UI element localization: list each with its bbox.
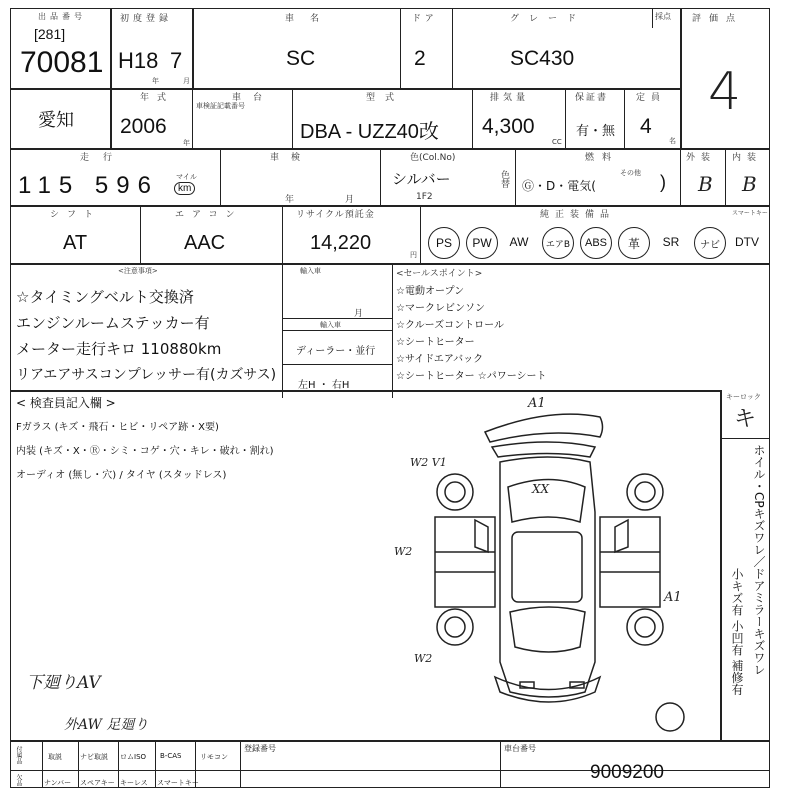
displacement: 4,300 bbox=[482, 115, 535, 138]
inspector-line3: オーディオ (無し・穴) / タイヤ (スタッドレス) bbox=[16, 470, 227, 481]
displacement-label: 排気量 bbox=[490, 93, 530, 103]
inspection-month: 月 bbox=[345, 195, 355, 205]
color-change-label: 色替 bbox=[499, 170, 509, 188]
row-line-6 bbox=[10, 740, 770, 742]
side-note-2: 小キズ有 小凹有 補修有 bbox=[730, 568, 744, 696]
interior-label: 内装 bbox=[732, 153, 763, 163]
color: シルバー bbox=[392, 170, 451, 188]
footer-cell-navi-manual: ナビ取説 bbox=[80, 753, 108, 761]
key-label: キーロック bbox=[726, 393, 761, 401]
shift: AT bbox=[63, 232, 88, 254]
recycle: 14,220 bbox=[310, 232, 372, 254]
handwritten-note-1: 下廻りAV bbox=[26, 673, 101, 693]
maintenance: 有・無 bbox=[576, 124, 616, 139]
mileage-unit-alt: マイル bbox=[176, 173, 197, 181]
sale-point-4: ☆シートヒーター bbox=[396, 337, 475, 348]
month-unit: 月 bbox=[183, 77, 190, 85]
diagram-mark-4: W2 bbox=[394, 545, 413, 558]
footer-cell-bcas: B-CAS bbox=[160, 752, 182, 760]
lot-code: [281] bbox=[34, 26, 66, 42]
inspector-line1: Fガラス (キズ・飛石・ヒビ・リペア跡・X要) bbox=[16, 422, 219, 433]
model-year: 2006 bbox=[120, 115, 167, 138]
ac-label: エアコン bbox=[175, 210, 243, 220]
mileage-unit: km bbox=[174, 182, 195, 195]
note-4: リアエアサスコンプレッサー有(カズサス) bbox=[16, 367, 277, 383]
eq-abs: ABS bbox=[580, 227, 612, 259]
inspection-label: 車検 bbox=[270, 153, 313, 163]
inspection-year: 年 bbox=[285, 195, 295, 205]
fuel-label: 燃料 bbox=[585, 153, 620, 163]
lot-number: 70081 bbox=[20, 46, 104, 79]
recall-label: 輸入車 bbox=[300, 267, 321, 275]
maintenance-label: 保証書 bbox=[575, 93, 609, 103]
first-reg-label: 初度登録 bbox=[120, 14, 173, 24]
score-side-label: 採点 bbox=[655, 12, 671, 21]
sale-point-3: ☆クルーズコントロール bbox=[396, 320, 504, 331]
car-name: SC bbox=[286, 47, 316, 70]
footer-cell-remote: リモコン bbox=[200, 753, 228, 761]
doors: 2 bbox=[414, 47, 426, 70]
year-unit: 年 bbox=[152, 77, 159, 85]
capacity-label: 定員 bbox=[636, 93, 667, 103]
equipment-label: 純正装備品 bbox=[540, 210, 616, 220]
row-line-4 bbox=[10, 263, 770, 265]
reg-no-label: 登録番号 bbox=[244, 744, 276, 753]
region: 愛知 bbox=[38, 110, 74, 131]
interior: B bbox=[742, 172, 757, 196]
color-no: 1F2 bbox=[416, 192, 433, 202]
fuel-close: ) bbox=[660, 172, 666, 192]
chassis-sub-label: 車検証記載番号 bbox=[196, 102, 245, 110]
recycle-unit: 円 bbox=[410, 251, 417, 259]
eq-ps: PS bbox=[428, 227, 460, 259]
sale-point-2: ☆マークレビンソン bbox=[396, 303, 485, 314]
shift-label: シフト bbox=[50, 210, 102, 220]
steering-value: 左H ・ 右H bbox=[298, 380, 350, 391]
diagram-mark-5: A1 bbox=[664, 590, 682, 605]
sale-point-1: ☆電動オープン bbox=[396, 286, 465, 297]
model-code: DBA - UZZ40改 bbox=[300, 121, 439, 143]
footer-cell-keyless: キーレス bbox=[120, 779, 148, 787]
cc-unit: CC bbox=[552, 138, 562, 146]
footer-cell-number: ナンバー bbox=[44, 779, 72, 787]
footer-cell-spare-key: スペアキー bbox=[80, 779, 115, 787]
handwritten-note-2: 外AW 足廻り bbox=[64, 717, 149, 733]
lot-label: 出品番号 bbox=[38, 12, 86, 21]
sale-points-label: <セールスポイント> bbox=[396, 269, 483, 279]
diagram-mark-6: W2 bbox=[414, 652, 433, 665]
door-label: ドア bbox=[412, 14, 438, 24]
first-reg-era: H18 bbox=[118, 48, 159, 73]
chassis-no-label: 車台番号 bbox=[504, 744, 536, 753]
eq-navi: ナビ bbox=[694, 227, 726, 259]
diagram-mark-2: W2 V1 bbox=[410, 456, 447, 469]
car-name-label: 車名 bbox=[285, 14, 336, 24]
import-label: 輸入車 bbox=[320, 321, 341, 329]
note-3: メーター走行キロ 110880km bbox=[16, 340, 222, 358]
footer-cell-rom: ロムISO bbox=[120, 753, 147, 761]
grade-label: グレード bbox=[510, 14, 587, 24]
mileage-label: 走行 bbox=[80, 153, 127, 163]
side-note-1: ホイル・CPキズワレ／ドアミラーキズワレ bbox=[752, 444, 766, 676]
fuel-other: その他 bbox=[620, 169, 641, 177]
diagram-mark-1: A1 bbox=[528, 396, 546, 411]
mileage: 115 596 bbox=[18, 172, 159, 199]
capacity-unit: 名 bbox=[669, 137, 676, 145]
sale-point-5: ☆サイドエアバック bbox=[396, 354, 484, 365]
footer-side-label-2: 欠品 bbox=[15, 774, 22, 786]
exterior: B bbox=[698, 172, 713, 196]
eq-sr: SR bbox=[662, 235, 680, 249]
recall-month: 月 bbox=[354, 309, 364, 319]
diagram-mark-3: XX bbox=[532, 482, 550, 496]
footer-cell-smart-key: スマートキー bbox=[157, 779, 199, 787]
sale-point-6: ☆シートヒーター ☆パワーシート bbox=[396, 371, 547, 382]
recycle-label: リサイクル預託金 bbox=[296, 210, 375, 220]
ac: AAC bbox=[184, 232, 226, 254]
note-2: エンジンルームステッカー有 bbox=[16, 314, 210, 332]
eq-dtv: DTV bbox=[735, 235, 759, 249]
car-diagram bbox=[400, 392, 720, 737]
eq-aw: AW bbox=[509, 235, 529, 249]
row-line-3 bbox=[10, 205, 770, 207]
eq-airbag: エアB bbox=[542, 227, 574, 259]
score-value: 4 bbox=[708, 62, 742, 122]
eq-pw: PW bbox=[466, 227, 498, 259]
note-1: ☆タイミングベルト交換済 bbox=[16, 288, 194, 306]
key-value: キ bbox=[734, 407, 757, 432]
grade: SC430 bbox=[510, 47, 575, 70]
notes-label: <注意事項> bbox=[118, 267, 158, 275]
first-reg-month: 7 bbox=[170, 48, 183, 73]
smart-label: スマートキー bbox=[732, 210, 768, 217]
fuel: Ⓖ・D・電気( bbox=[522, 179, 596, 193]
inspector-title: < 検査員記入欄 > bbox=[16, 396, 116, 410]
model-label: 型式 bbox=[366, 93, 405, 103]
exterior-label: 外装 bbox=[686, 153, 717, 163]
footer-side-label-1: 付属品 bbox=[15, 746, 22, 764]
import-value: ディーラー・並行 bbox=[296, 346, 376, 357]
inspector-line2: 内装 (キズ・X・Ⓡ・シミ・コゲ・穴・キレ・破れ・割れ) bbox=[16, 446, 274, 457]
year-label: 年式 bbox=[140, 93, 175, 103]
chassis-label: 車台 bbox=[232, 93, 275, 103]
footer-cell-manual: 取説 bbox=[48, 753, 62, 761]
color-label: 色(Col.No) bbox=[410, 153, 456, 163]
chassis-no: 9009200 bbox=[590, 762, 664, 783]
model-year-unit: 年 bbox=[183, 139, 190, 147]
capacity: 4 bbox=[640, 115, 652, 138]
eq-leather: 革 bbox=[618, 227, 650, 259]
score-label: 評価点 bbox=[692, 14, 744, 24]
